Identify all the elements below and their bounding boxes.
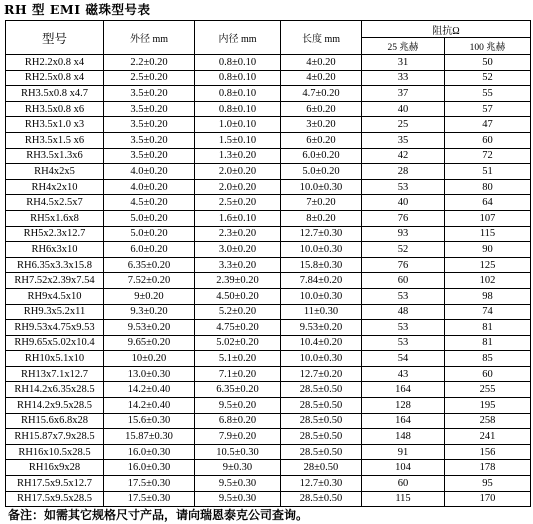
cell-length: 15.8±0.30 [281,257,362,273]
table-row [6,226,531,242]
cell-impedance-25mhz: 37 [362,86,445,102]
cell-inner-diameter: 7.9±0.20 [195,429,281,445]
cell-model: RH6x3x10 [6,242,104,258]
table-row [6,476,531,492]
cell-outer-diameter: 9±0.20 [104,288,195,304]
header-outer-diameter: 外径 mm [104,21,195,55]
table-body [6,55,531,507]
cell-length: 3±0.20 [281,117,362,133]
cell-impedance-100mhz: 170 [445,491,531,507]
cell-length: 6±0.20 [281,101,362,117]
cell-length: 12.7±0.20 [281,366,362,382]
cell-length: 7.84±0.20 [281,273,362,289]
cell-impedance-100mhz: 258 [445,413,531,429]
cell-length: 28.5±0.50 [281,444,362,460]
cell-impedance-100mhz: 60 [445,366,531,382]
cell-model: RH5x2.3x12.7 [6,226,104,242]
cell-inner-diameter: 9.5±0.20 [195,398,281,414]
cell-model: RH16x9x28 [6,460,104,476]
cell-outer-diameter: 3.5±0.20 [104,117,195,133]
cell-length: 28.5±0.50 [281,382,362,398]
cell-impedance-25mhz: 128 [362,398,445,414]
cell-impedance-25mhz: 93 [362,226,445,242]
cell-outer-diameter: 3.5±0.20 [104,132,195,148]
cell-length: 12.7±0.30 [281,226,362,242]
cell-impedance-25mhz: 104 [362,460,445,476]
header-inner-diameter: 内径 mm [195,21,281,55]
cell-length: 12.7±0.30 [281,476,362,492]
cell-inner-diameter: 5.02±0.20 [195,335,281,351]
cell-model: RH3.5x0.8 x4.7 [6,86,104,102]
cell-impedance-100mhz: 74 [445,304,531,320]
cell-length: 4±0.20 [281,55,362,71]
cell-impedance-100mhz: 156 [445,444,531,460]
cell-impedance-100mhz: 47 [445,117,531,133]
cell-outer-diameter: 3.5±0.20 [104,148,195,164]
cell-inner-diameter: 0.8±0.10 [195,55,281,71]
cell-inner-diameter: 10.5±0.30 [195,444,281,460]
cell-impedance-100mhz: 125 [445,257,531,273]
cell-outer-diameter: 4.0±0.20 [104,164,195,180]
cell-model: RH4x2x5 [6,164,104,180]
cell-model: RH15.6x6.8x28 [6,413,104,429]
cell-impedance-100mhz: 80 [445,179,531,195]
cell-impedance-25mhz: 31 [362,55,445,71]
cell-impedance-100mhz: 102 [445,273,531,289]
cell-outer-diameter: 17.5±0.30 [104,476,195,492]
table-row [6,164,531,180]
cell-outer-diameter: 7.52±0.20 [104,273,195,289]
page-title: RH 型 EMI 磁珠型号表 [4,2,151,17]
table-row [6,242,531,258]
cell-impedance-25mhz: 76 [362,210,445,226]
header-impedance-100mhz: 100 兆赫 [445,38,531,55]
cell-impedance-25mhz: 164 [362,413,445,429]
table-row [6,257,531,273]
cell-length: 10.0±0.30 [281,242,362,258]
cell-outer-diameter: 9.53±0.20 [104,320,195,336]
cell-inner-diameter: 0.8±0.10 [195,70,281,86]
cell-impedance-25mhz: 115 [362,491,445,507]
cell-inner-diameter: 6.35±0.20 [195,382,281,398]
cell-impedance-100mhz: 55 [445,86,531,102]
cell-model: RH9.53x4.75x9.53 [6,320,104,336]
cell-impedance-25mhz: 33 [362,70,445,86]
cell-model: RH3.5x1.3x6 [6,148,104,164]
cell-outer-diameter: 6.0±0.20 [104,242,195,258]
cell-outer-diameter: 6.35±0.20 [104,257,195,273]
cell-model: RH3.5x0.8 x6 [6,101,104,117]
cell-length: 5.0±0.20 [281,164,362,180]
cell-length: 4±0.20 [281,70,362,86]
table-row [6,101,531,117]
cell-model: RH3.5x1.5 x6 [6,132,104,148]
header-model: 型号 [6,21,104,55]
cell-impedance-25mhz: 53 [362,179,445,195]
table-row [6,304,531,320]
table-row [6,195,531,211]
cell-model: RH9.3x5.2x11 [6,304,104,320]
cell-inner-diameter: 2.0±0.20 [195,179,281,195]
cell-length: 10.0±0.30 [281,351,362,367]
cell-outer-diameter: 4.0±0.20 [104,179,195,195]
cell-length: 9.53±0.20 [281,320,362,336]
cell-outer-diameter: 5.0±0.20 [104,226,195,242]
cell-impedance-25mhz: 60 [362,476,445,492]
cell-outer-diameter: 15.6±0.30 [104,413,195,429]
table-row [6,273,531,289]
cell-model: RH17.5x9.5x12.7 [6,476,104,492]
header-impedance: 阻抗Ω [362,21,531,38]
cell-inner-diameter: 9.5±0.30 [195,476,281,492]
cell-impedance-25mhz: 76 [362,257,445,273]
cell-impedance-25mhz: 25 [362,117,445,133]
cell-impedance-100mhz: 241 [445,429,531,445]
cell-impedance-100mhz: 60 [445,132,531,148]
cell-impedance-100mhz: 64 [445,195,531,211]
cell-impedance-25mhz: 42 [362,148,445,164]
cell-impedance-25mhz: 91 [362,444,445,460]
cell-impedance-25mhz: 164 [362,382,445,398]
cell-impedance-25mhz: 28 [362,164,445,180]
cell-inner-diameter: 1.5±0.10 [195,132,281,148]
table-row [6,70,531,86]
cell-inner-diameter: 3.3±0.20 [195,257,281,273]
cell-impedance-25mhz: 43 [362,366,445,382]
cell-inner-diameter: 4.50±0.20 [195,288,281,304]
table-row [6,55,531,71]
cell-length: 28±0.50 [281,460,362,476]
cell-inner-diameter: 7.1±0.20 [195,366,281,382]
cell-impedance-100mhz: 52 [445,70,531,86]
cell-inner-diameter: 1.6±0.10 [195,210,281,226]
table-row [6,210,531,226]
cell-impedance-100mhz: 81 [445,320,531,336]
cell-model: RH7.52x2.39x7.54 [6,273,104,289]
table-row [6,398,531,414]
cell-impedance-25mhz: 53 [362,288,445,304]
cell-outer-diameter: 17.5±0.30 [104,491,195,507]
table-row [6,288,531,304]
cell-impedance-25mhz: 53 [362,320,445,336]
cell-outer-diameter: 16.0±0.30 [104,444,195,460]
cell-outer-diameter: 16.0±0.30 [104,460,195,476]
cell-impedance-25mhz: 35 [362,132,445,148]
cell-model: RH14.2x9.5x28.5 [6,398,104,414]
table-row [6,444,531,460]
cell-impedance-100mhz: 50 [445,55,531,71]
cell-impedance-25mhz: 148 [362,429,445,445]
cell-inner-diameter: 5.2±0.20 [195,304,281,320]
cell-inner-diameter: 2.3±0.20 [195,226,281,242]
cell-impedance-100mhz: 81 [445,335,531,351]
cell-impedance-25mhz: 40 [362,101,445,117]
table-row [6,491,531,507]
table-row [6,366,531,382]
cell-inner-diameter: 2.5±0.20 [195,195,281,211]
cell-model: RH3.5x1.0 x3 [6,117,104,133]
cell-inner-diameter: 4.75±0.20 [195,320,281,336]
footer-note: 备注：如需其它规格尺寸产品，请向瑞恩泰克公司查询。 [8,508,309,522]
cell-impedance-100mhz: 51 [445,164,531,180]
cell-length: 6±0.20 [281,132,362,148]
cell-inner-diameter: 3.0±0.20 [195,242,281,258]
table-row [6,413,531,429]
table-row [6,117,531,133]
cell-impedance-100mhz: 107 [445,210,531,226]
cell-length: 7±0.20 [281,195,362,211]
cell-length: 10.0±0.30 [281,179,362,195]
cell-length: 6.0±0.20 [281,148,362,164]
cell-model: RH9x4.5x10 [6,288,104,304]
cell-inner-diameter: 1.0±0.10 [195,117,281,133]
cell-model: RH6.35x3.3x15.8 [6,257,104,273]
table-row [6,132,531,148]
cell-outer-diameter: 9.3±0.20 [104,304,195,320]
cell-impedance-25mhz: 53 [362,335,445,351]
cell-outer-diameter: 5.0±0.20 [104,210,195,226]
cell-impedance-100mhz: 98 [445,288,531,304]
cell-impedance-100mhz: 178 [445,460,531,476]
cell-inner-diameter: 2.0±0.20 [195,164,281,180]
table-row [6,335,531,351]
cell-impedance-25mhz: 48 [362,304,445,320]
cell-impedance-25mhz: 40 [362,195,445,211]
table-row [6,86,531,102]
cell-model: RH5x1.6x8 [6,210,104,226]
cell-impedance-100mhz: 57 [445,101,531,117]
cell-impedance-100mhz: 85 [445,351,531,367]
cell-outer-diameter: 2.2±0.20 [104,55,195,71]
cell-inner-diameter: 9.5±0.30 [195,491,281,507]
header-length: 长度 mm [281,21,362,55]
cell-inner-diameter: 1.3±0.20 [195,148,281,164]
cell-length: 11±0.30 [281,304,362,320]
cell-inner-diameter: 9±0.30 [195,460,281,476]
cell-length: 10.0±0.30 [281,288,362,304]
table-row [6,429,531,445]
cell-impedance-25mhz: 54 [362,351,445,367]
cell-outer-diameter: 14.2±0.40 [104,398,195,414]
cell-model: RH14.2x6.35x28.5 [6,382,104,398]
spec-table [5,20,531,507]
cell-model: RH15.87x7.9x28.5 [6,429,104,445]
table-row [6,320,531,336]
cell-outer-diameter: 15.87±0.30 [104,429,195,445]
cell-length: 28.5±0.50 [281,398,362,414]
cell-length: 28.5±0.50 [281,429,362,445]
cell-length: 28.5±0.50 [281,413,362,429]
cell-length: 8±0.20 [281,210,362,226]
cell-model: RH4x2x10 [6,179,104,195]
table-row [6,179,531,195]
table-row [6,351,531,367]
cell-outer-diameter: 14.2±0.40 [104,382,195,398]
cell-model: RH10x5.1x10 [6,351,104,367]
cell-impedance-100mhz: 95 [445,476,531,492]
cell-length: 28.5±0.50 [281,491,362,507]
cell-inner-diameter: 6.8±0.20 [195,413,281,429]
cell-impedance-100mhz: 255 [445,382,531,398]
cell-impedance-100mhz: 90 [445,242,531,258]
table-row [6,148,531,164]
cell-impedance-100mhz: 195 [445,398,531,414]
cell-outer-diameter: 4.5±0.20 [104,195,195,211]
cell-impedance-100mhz: 115 [445,226,531,242]
cell-model: RH4.5x2.5x7 [6,195,104,211]
cell-length: 10.4±0.20 [281,335,362,351]
cell-inner-diameter: 0.8±0.10 [195,86,281,102]
cell-model: RH9.65x5.02x10.4 [6,335,104,351]
cell-impedance-100mhz: 72 [445,148,531,164]
cell-inner-diameter: 0.8±0.10 [195,101,281,117]
cell-model: RH13x7.1x12.7 [6,366,104,382]
cell-impedance-25mhz: 60 [362,273,445,289]
cell-outer-diameter: 9.65±0.20 [104,335,195,351]
cell-outer-diameter: 10±0.20 [104,351,195,367]
cell-outer-diameter: 13.0±0.30 [104,366,195,382]
cell-inner-diameter: 5.1±0.20 [195,351,281,367]
table-row [6,382,531,398]
cell-outer-diameter: 2.5±0.20 [104,70,195,86]
cell-model: RH2.2x0.8 x4 [6,55,104,71]
cell-length: 4.7±0.20 [281,86,362,102]
cell-inner-diameter: 2.39±0.20 [195,273,281,289]
table-row [6,460,531,476]
cell-impedance-25mhz: 52 [362,242,445,258]
cell-outer-diameter: 3.5±0.20 [104,86,195,102]
cell-model: RH16x10.5x28.5 [6,444,104,460]
cell-model: RH2.5x0.8 x4 [6,70,104,86]
cell-model: RH17.5x9.5x28.5 [6,491,104,507]
cell-outer-diameter: 3.5±0.20 [104,101,195,117]
header-row-top [6,21,531,38]
header-impedance-25mhz: 25 兆赫 [362,38,445,55]
